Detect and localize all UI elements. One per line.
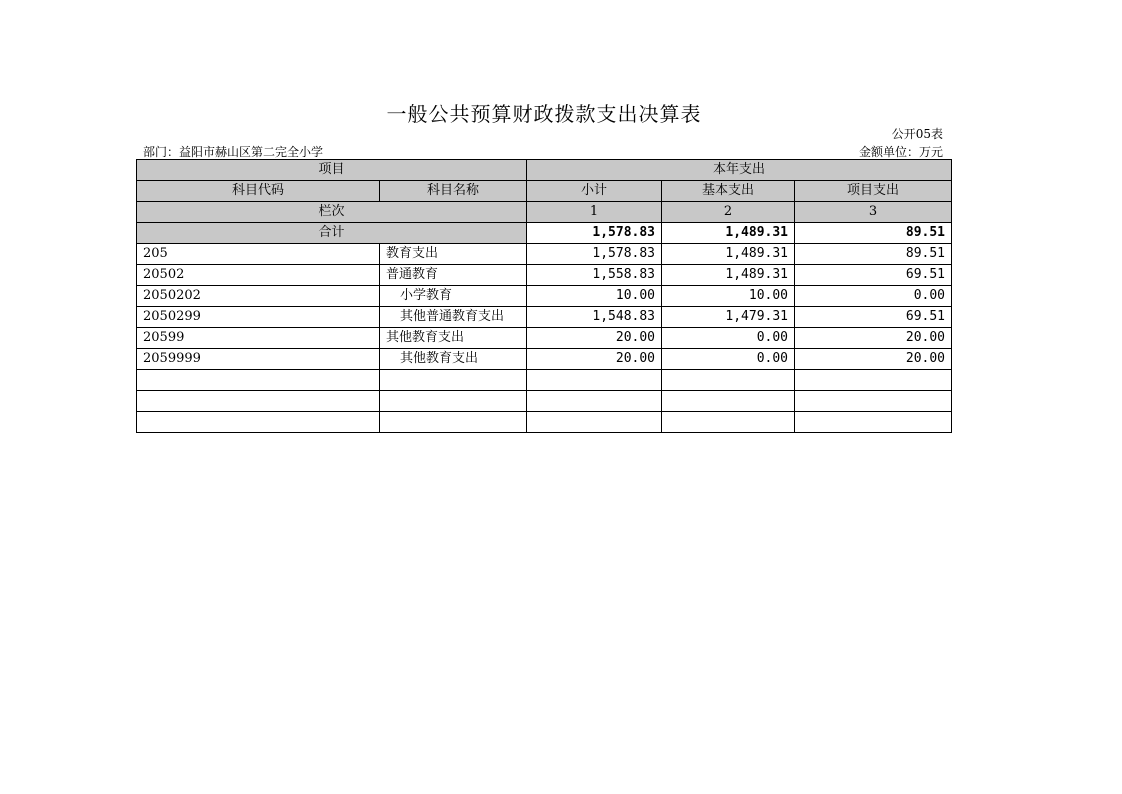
- header-subject-code: 科目代码: [137, 181, 380, 202]
- row-code: 2050299: [137, 307, 380, 328]
- row-name: 小学教育: [380, 286, 527, 307]
- empty-cell: [137, 370, 380, 391]
- header-subtotal: 小计: [527, 181, 662, 202]
- total-label: 合计: [137, 223, 527, 244]
- empty-cell: [380, 391, 527, 412]
- row-project: 0.00: [795, 286, 952, 307]
- department-label: 部门：益阳市赫山区第二完全小学: [143, 145, 324, 159]
- row-basic: 0.00: [662, 328, 795, 349]
- row-code: 205: [137, 244, 380, 265]
- table-row: [137, 349, 952, 370]
- empty-cell: [795, 370, 952, 391]
- row-subtotal: 1,578.83: [527, 244, 662, 265]
- header-current-year-expenditure: 本年支出: [527, 160, 952, 181]
- empty-cell: [527, 412, 662, 433]
- column-order-label: 栏次: [137, 202, 527, 223]
- column-order-2: 2: [662, 202, 795, 223]
- form-code: 公开05表: [891, 127, 943, 141]
- table-row: [137, 328, 952, 349]
- total-project: 89.51: [795, 223, 952, 244]
- empty-cell: [137, 391, 380, 412]
- header-project: 项目: [137, 160, 527, 181]
- row-project: 69.51: [795, 307, 952, 328]
- row-code: 2050202: [137, 286, 380, 307]
- row-subtotal: 10.00: [527, 286, 662, 307]
- row-code: 20502: [137, 265, 380, 286]
- row-basic: 1,489.31: [662, 265, 795, 286]
- row-project: 89.51: [795, 244, 952, 265]
- empty-cell: [795, 391, 952, 412]
- empty-cell: [662, 391, 795, 412]
- row-subtotal: 1,558.83: [527, 265, 662, 286]
- empty-row: [137, 391, 952, 412]
- row-project: 20.00: [795, 328, 952, 349]
- row-subtotal: 1,548.83: [527, 307, 662, 328]
- empty-row: [137, 370, 952, 391]
- row-name: 教育支出: [380, 244, 527, 265]
- empty-cell: [662, 412, 795, 433]
- header-row-1: [137, 160, 952, 181]
- header-row-2: [137, 181, 952, 202]
- empty-cell: [137, 412, 380, 433]
- header-subject-name: 科目名称: [380, 181, 527, 202]
- empty-cell: [527, 370, 662, 391]
- row-name: 其他教育支出: [380, 328, 527, 349]
- header-project-expenditure: 项目支出: [795, 181, 952, 202]
- row-name: 普通教育: [380, 265, 527, 286]
- row-project: 20.00: [795, 349, 952, 370]
- table-row: [137, 244, 952, 265]
- row-code: 20599: [137, 328, 380, 349]
- empty-cell: [527, 391, 662, 412]
- page-title: 一般公共预算财政拨款支出决算表: [386, 102, 702, 126]
- total-subtotal: 1,578.83: [527, 223, 662, 244]
- row-basic: 1,489.31: [662, 244, 795, 265]
- table-row: [137, 265, 952, 286]
- row-project: 69.51: [795, 265, 952, 286]
- empty-cell: [662, 370, 795, 391]
- table-row: [137, 286, 952, 307]
- unit-label: 金额单位：万元: [858, 145, 943, 159]
- table-row: [137, 307, 952, 328]
- row-subtotal: 20.00: [527, 328, 662, 349]
- column-order-1: 1: [527, 202, 662, 223]
- column-order-3: 3: [795, 202, 952, 223]
- empty-cell: [380, 370, 527, 391]
- empty-cell: [795, 412, 952, 433]
- row-basic: 1,479.31: [662, 307, 795, 328]
- total-row: [137, 223, 952, 244]
- empty-row: [137, 412, 952, 433]
- row-name: 其他教育支出: [380, 349, 527, 370]
- header-basic-expenditure: 基本支出: [662, 181, 795, 202]
- row-code: 2059999: [137, 349, 380, 370]
- row-basic: 10.00: [662, 286, 795, 307]
- row-basic: 0.00: [662, 349, 795, 370]
- column-order-row: [137, 202, 952, 223]
- row-subtotal: 20.00: [527, 349, 662, 370]
- total-basic: 1,489.31: [662, 223, 795, 244]
- row-name: 其他普通教育支出: [380, 307, 527, 328]
- expenditure-table: [136, 159, 952, 433]
- empty-cell: [380, 412, 527, 433]
